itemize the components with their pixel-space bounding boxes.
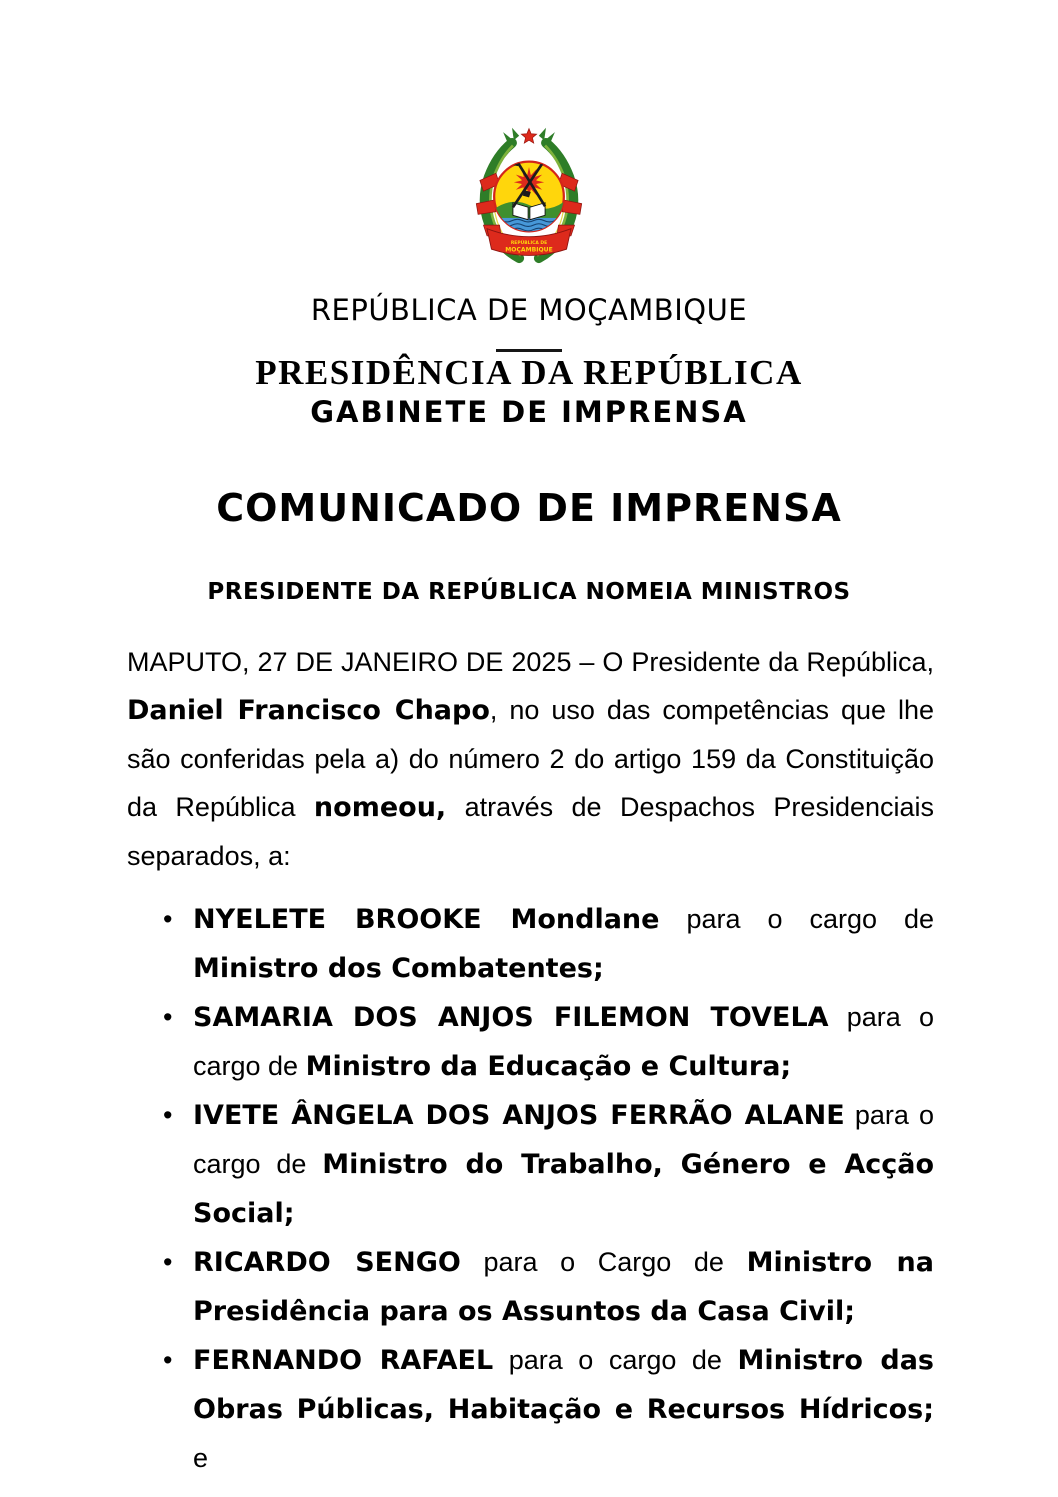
divider-line	[496, 349, 562, 352]
mozambique-coat-of-arms-icon	[462, 125, 596, 268]
bullet-icon: •	[163, 1345, 173, 1375]
banner	[487, 229, 571, 256]
appointment-item	[127, 1336, 934, 1482]
appointment-item	[127, 1091, 934, 1238]
banner-text-line2: MOÇAMBIQUE	[505, 246, 553, 254]
press-release-title: COMUNICADO DE IMPRENSA	[216, 486, 842, 530]
appointment-text: SAMARIA DOS ANJOS FILEMON TOVELA para o cargo de Ministro da Educação e Cultura;	[193, 1002, 935, 1082]
appointment-text: FERNANDO RAFAEL para o cargo de Ministro das Obras Públicas, Habitação e Recursos Hídricos; e	[193, 1345, 934, 1473]
bullet-icon: •	[163, 1247, 173, 1277]
appointment-item	[127, 1238, 934, 1336]
appointment-text: IVETE ÂNGELA DOS ANJOS FERRÃO ALANE para o cargo de Ministro do Trabalho, Género e Acção Social;	[193, 1100, 935, 1229]
press-release-subtitle: PRESIDENTE DA REPÚBLICA NOMEIA MINISTROS	[207, 579, 851, 605]
appointment-item	[127, 895, 934, 993]
country-title: REPÚBLICA DE MOÇAMBIQUE	[310, 293, 748, 327]
bullet-icon: •	[163, 1100, 173, 1130]
banner-text-line1: REPÚBLICA DE	[510, 240, 548, 246]
bullet-icon: •	[163, 904, 173, 934]
institution-title: PRESIDÊNCIA DA REPÚBLICA	[255, 353, 803, 392]
appointment-text: RICARDO SENGO para o Cargo de Ministro na Presidência para os Assuntos da Casa Civil;	[193, 1247, 934, 1327]
office-title: GABINETE DE IMPRENSA	[310, 395, 748, 429]
appointment-item	[127, 993, 934, 1091]
lead-paragraph: MAPUTO, 27 DE JANEIRO DE 2025 – O Presidente da República, Daniel Francisco Chapo, no uso das competências que lhe são conferidas pela a) do número 2 do artigo 159 da Constituição da República nomeou, através de Despachos Presidenciais separados, a:	[127, 647, 934, 871]
bullet-icon: •	[163, 1002, 173, 1032]
appointments-list	[127, 895, 934, 1482]
appointment-text: NYELETE BROOKE Mondlane para o cargo de Ministro dos Combatentes;	[193, 904, 934, 984]
red-star-icon	[521, 129, 536, 144]
